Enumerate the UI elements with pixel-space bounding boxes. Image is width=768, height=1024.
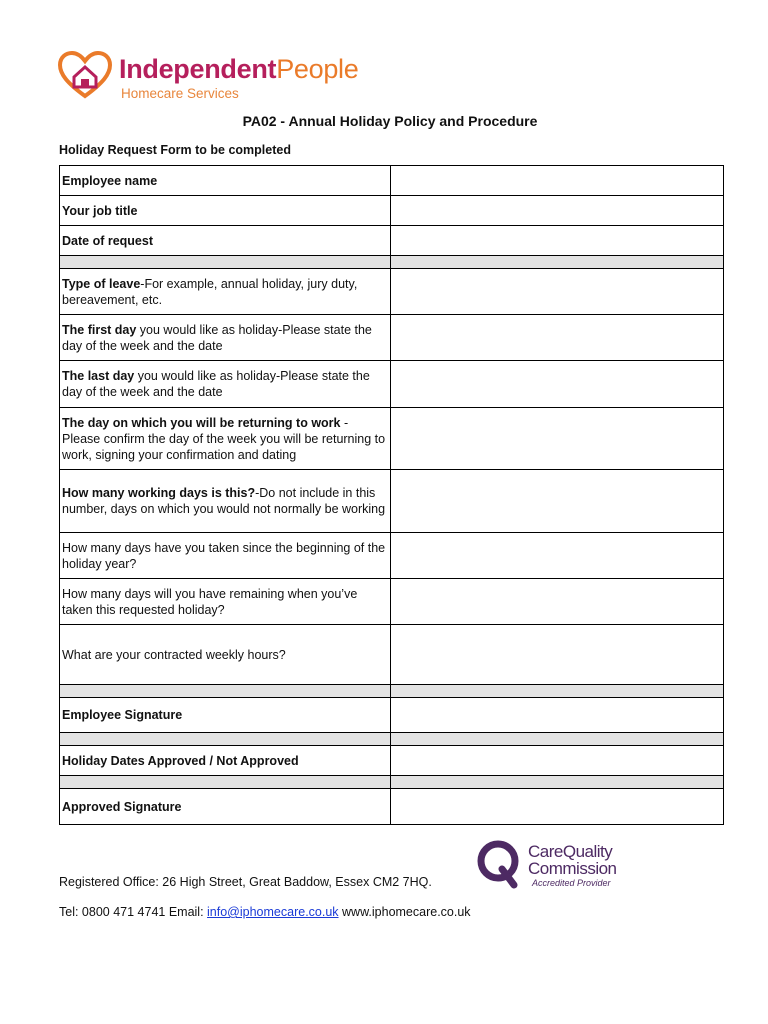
spacer-cell: [60, 733, 391, 746]
table-row: [60, 625, 724, 685]
last-day-input-cell[interactable]: [391, 361, 724, 408]
email-link[interactable]: info@iphomecare.co.uk: [207, 905, 339, 919]
field-label: Holiday Dates Approved / Not Approved: [60, 746, 391, 776]
field-label: How many days will you have remaining when you’ve taken this requested holiday?: [60, 579, 391, 625]
field-label: The day on which you will be returning to work - Please confirm the day of the week you will be returning to work, signing your confirmation and dating: [60, 408, 391, 470]
spacer-cell: [391, 256, 724, 269]
brand-subtitle: Homecare Services: [121, 86, 239, 101]
spacer-cell: [60, 776, 391, 789]
telephone-text: Tel: 0800 471 4741 Email:: [59, 905, 208, 919]
table-row: [60, 789, 724, 825]
table-row: [60, 533, 724, 579]
spacer-row: [60, 256, 724, 269]
cqc-q-icon: [474, 838, 526, 890]
table-row: [60, 470, 724, 533]
registered-office: Registered Office: 26 High Street, Great Baddow, Essex CM2 7HQ.: [59, 875, 432, 889]
field-label: Type of leave-For example, annual holiday, jury duty, bereavement, etc.: [60, 269, 391, 315]
table-row: [60, 579, 724, 625]
spacer-cell: [60, 685, 391, 698]
cqc-logo: [474, 836, 634, 892]
cqc-line2: Commission: [528, 859, 617, 878]
spacer-cell: [391, 685, 724, 698]
days-taken-input-cell[interactable]: [391, 533, 724, 579]
field-label: The first day you would like as holiday-Please state the day of the week and the date: [60, 315, 391, 361]
field-label: What are your contracted weekly hours?: [60, 625, 391, 685]
heart-house-icon: [57, 50, 113, 100]
field-label: How many working days is this?-Do not include in this number, days on which you would not normally be working: [60, 470, 391, 533]
job-title-input-cell[interactable]: [391, 196, 724, 226]
table-row: [60, 226, 724, 256]
cqc-line1: CareQuality: [528, 842, 613, 861]
field-label: How many days have you taken since the beginning of the holiday year?: [60, 533, 391, 579]
days-remaining-input-cell[interactable]: [391, 579, 724, 625]
type-of-leave-input-cell[interactable]: [391, 269, 724, 315]
spacer-row: [60, 685, 724, 698]
cqc-accredited-text: Accredited Provider: [532, 878, 611, 888]
field-label: Date of request: [60, 226, 391, 256]
first-day-input-cell[interactable]: [391, 315, 724, 361]
table-row: [60, 196, 724, 226]
website-text: www.iphomecare.co.uk: [338, 905, 471, 919]
approval-status-input-cell[interactable]: [391, 746, 724, 776]
table-row: [60, 269, 724, 315]
table-row: [60, 315, 724, 361]
field-label: Employee name: [60, 166, 391, 196]
employee-signature-input-cell[interactable]: [391, 698, 724, 733]
document-title: PA02 - Annual Holiday Policy and Procedure: [242, 113, 538, 129]
spacer-row: [60, 733, 724, 746]
contact-line: [59, 905, 471, 919]
field-label: Your job title: [60, 196, 391, 226]
company-logo: [57, 48, 397, 104]
field-label: Approved Signature: [60, 789, 391, 825]
weekly-hours-input-cell[interactable]: [391, 625, 724, 685]
working-days-input-cell[interactable]: [391, 470, 724, 533]
spacer-row: [60, 776, 724, 789]
return-day-input-cell[interactable]: [391, 408, 724, 470]
holiday-request-table: [59, 165, 724, 825]
field-label: The last day you would like as holiday-Please state the day of the week and the date: [60, 361, 391, 408]
form-heading: Holiday Request Form to be completed: [59, 143, 291, 157]
field-label: Employee Signature: [60, 698, 391, 733]
table-row: [60, 166, 724, 196]
spacer-cell: [60, 256, 391, 269]
table-row: [60, 361, 724, 408]
spacer-cell: [391, 776, 724, 789]
employee-name-input-cell[interactable]: [391, 166, 724, 196]
brand-name: IndependentPeople: [119, 54, 359, 84]
spacer-cell: [391, 733, 724, 746]
table-row: [60, 698, 724, 733]
table-row: [60, 746, 724, 776]
table-row: [60, 408, 724, 470]
date-of-request-input-cell[interactable]: [391, 226, 724, 256]
approved-signature-input-cell[interactable]: [391, 789, 724, 825]
